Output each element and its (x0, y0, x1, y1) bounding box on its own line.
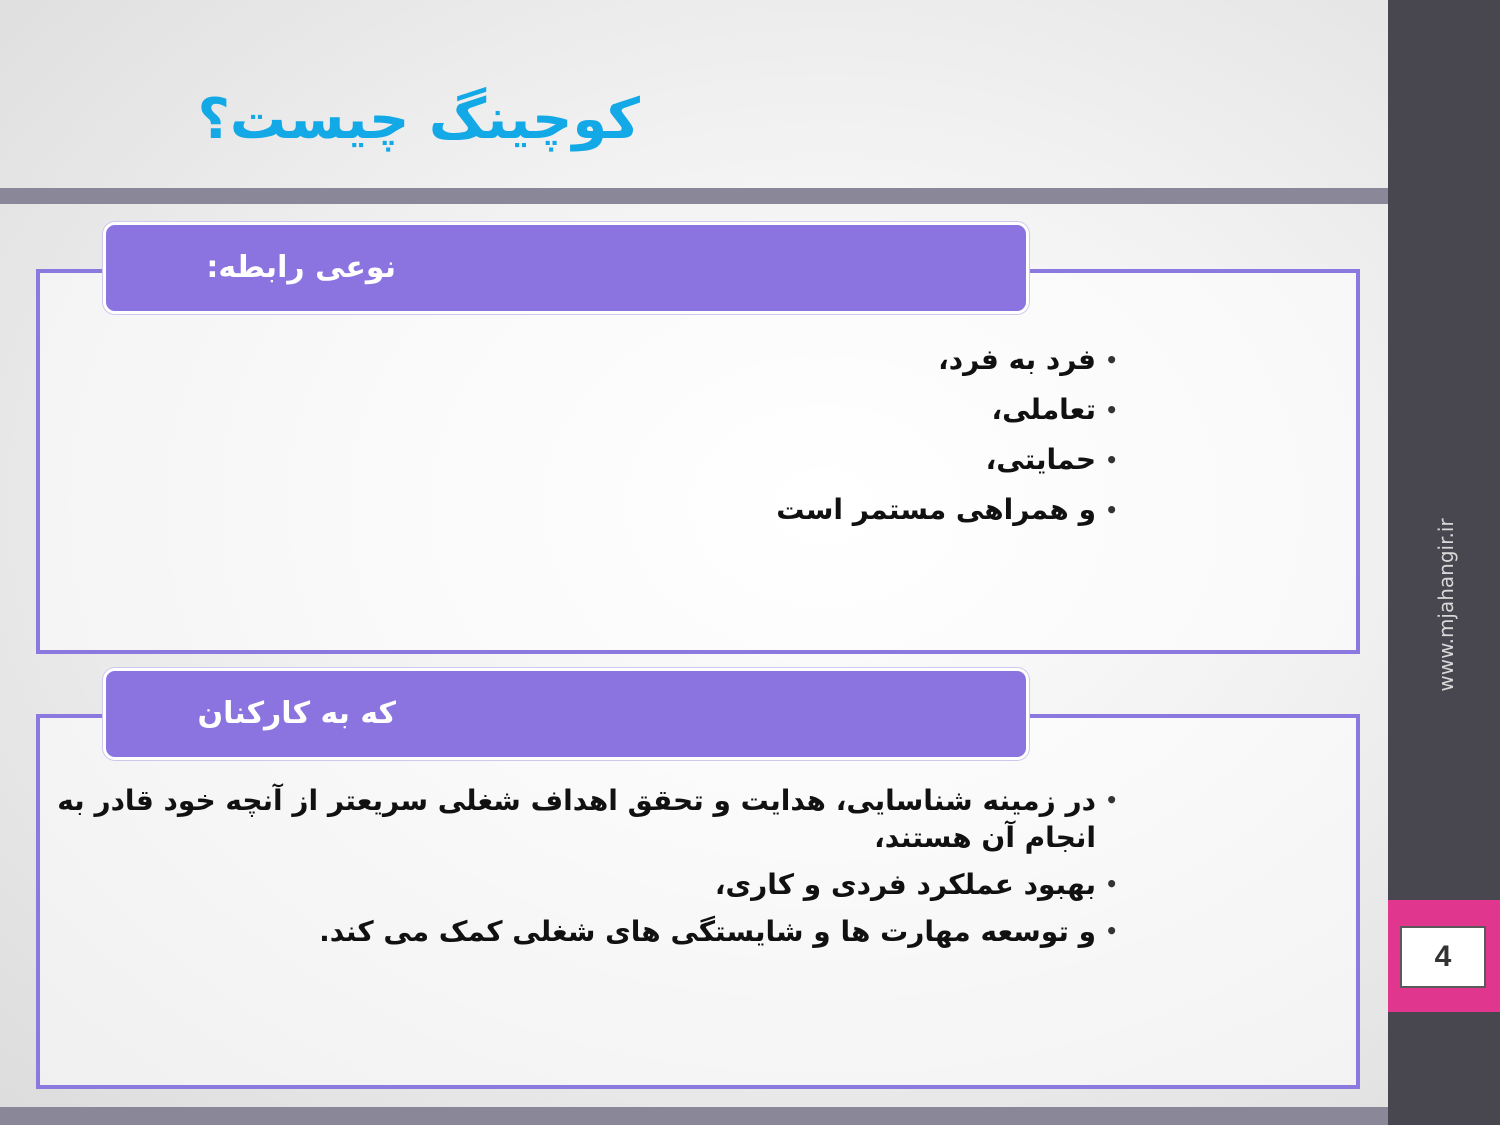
list-item: • حمایتی، (218, 435, 1118, 485)
top-divider (0, 188, 1388, 204)
website-url: www.mjahangir.ir (1434, 518, 1458, 692)
page-number: 4 (1400, 926, 1486, 988)
bullet-list-relationship (218, 335, 1118, 535)
slide-title: کوچینگ چیست؟ (197, 87, 640, 152)
section-heading-employees: که به کارکنان (103, 668, 1029, 760)
bullet-list-employees (18, 782, 1118, 960)
list-item: • و همراهی مستمر است (218, 485, 1118, 535)
section-heading-relationship: نوعی رابطه: (103, 222, 1029, 314)
bottom-divider (0, 1107, 1388, 1125)
page-number-badge (1388, 900, 1500, 1012)
list-item: • تعاملی، (218, 385, 1118, 435)
list-item: • در زمینه شناسایی، هدایت و تحقق اهداف شغلی سریعتر از آنچه خود قادر به انجام آن هستند، (18, 782, 1118, 856)
list-item: • و توسعه مهارت ها و شایستگی های شغلی کمک می کند. (18, 913, 1118, 950)
list-item: • فرد به فرد، (218, 335, 1118, 385)
list-item: • بهبود عملکرد فردی و کاری، (18, 866, 1118, 903)
